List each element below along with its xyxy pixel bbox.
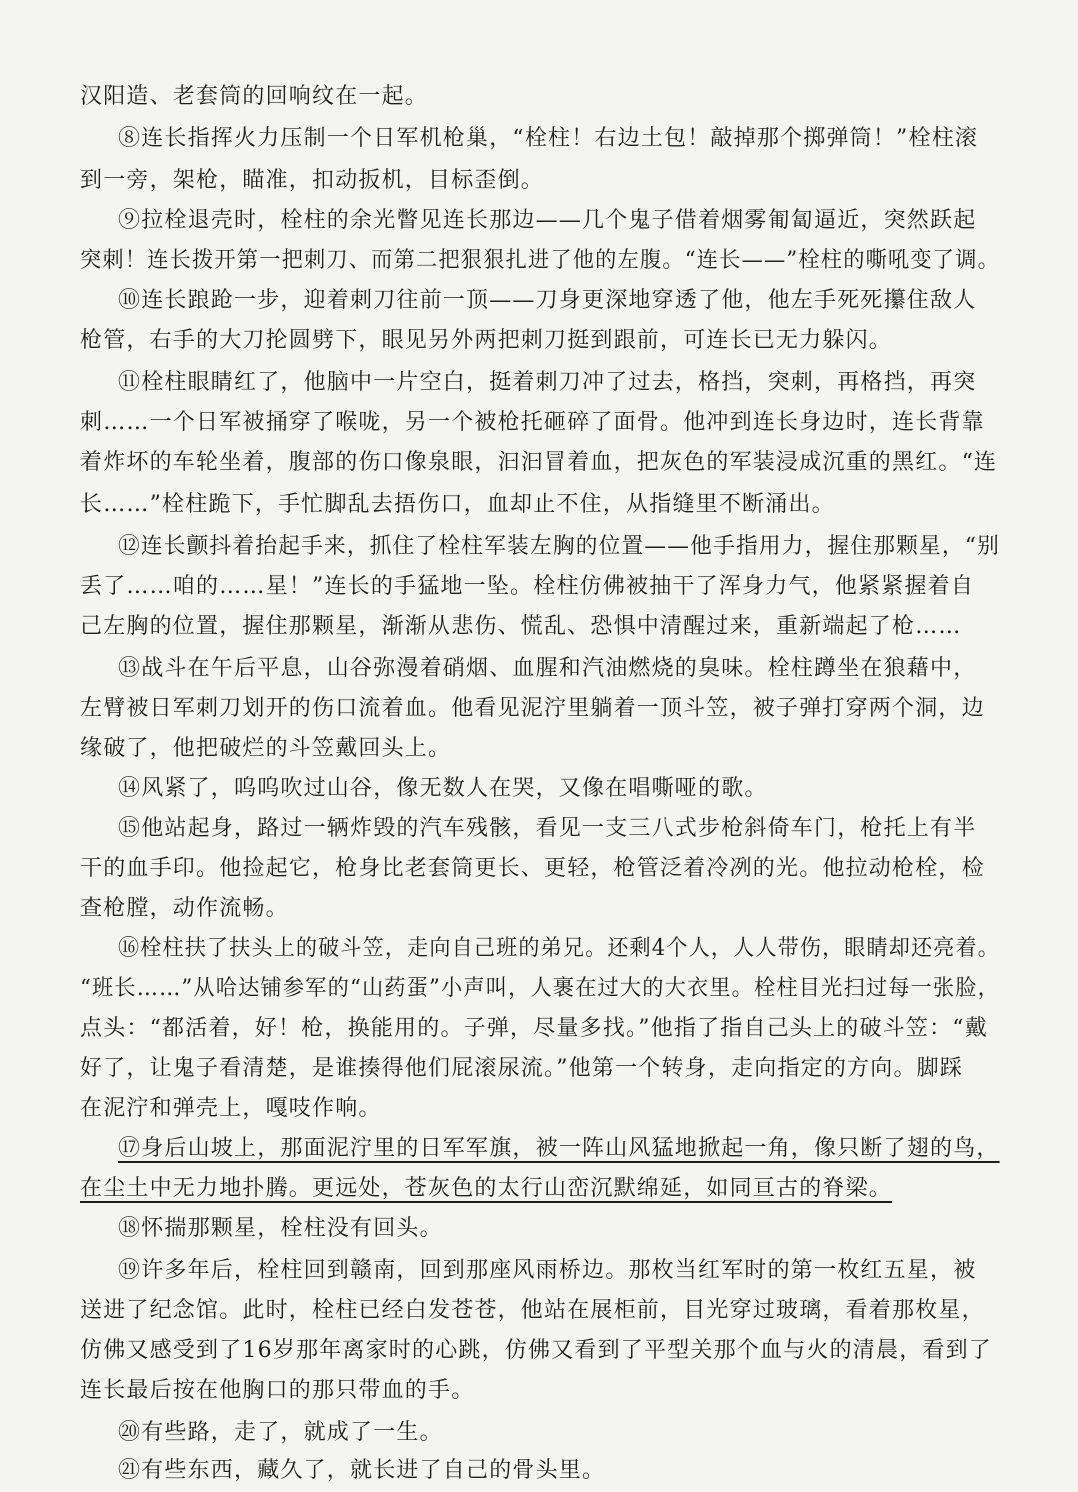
text-line	[0, 928, 1078, 970]
text-line	[0, 1370, 1078, 1412]
text-line	[0, 1330, 1078, 1372]
text-line	[0, 888, 1078, 930]
text-line	[0, 1208, 1078, 1250]
text-line	[0, 76, 1078, 118]
text-line	[0, 118, 1078, 160]
line-text: 好了，让鬼子看清楚，是谁揍得他们屁滚尿流。”他第一个转身，走向指定的方向。脚踩	[80, 1056, 964, 1081]
text-line	[0, 566, 1078, 608]
line-text: 左臂被日军刺刀划开的伤口流着血。他看见泥泞里躺着一顶斗笠，被子弹打穿两个洞，边	[80, 696, 985, 721]
text-line	[0, 648, 1078, 690]
text-line	[0, 160, 1078, 202]
line-text: 汉阳造、老套筒的回响纹在一起。	[80, 84, 429, 109]
line-text: 仿佛又感受到了16岁那年离家时的心跳，仿佛又看到了平型关那个血与火的清晨，看到了	[80, 1338, 992, 1363]
line-text: ⑮他站起身，路过一辆炸毁的汽车残骸，看见一支三八式步枪斜倚车门，枪托上有半	[118, 816, 977, 841]
text-line	[0, 320, 1078, 362]
line-text: 突刺！连长拨开第一把刺刀、而第二把狠狠扎进了他的左腹。“连长——”栓柱的嘶吼变了调。	[80, 248, 1000, 273]
line-text: 缘破了，他把破烂的斗笠戴回头上。	[80, 736, 452, 761]
text-line	[0, 280, 1078, 322]
line-text: ⑭风紧了，呜呜吹过山谷，像无数人在哭，又像在唱嘶哑的歌。	[118, 776, 768, 801]
line-text: ⑨拉栓退壳时，栓柱的余光瞥见连长那边——几个鬼子借着烟雾匍匐逼近，突然跃起	[118, 208, 977, 233]
text-line	[0, 606, 1078, 648]
line-text: 着炸坏的车轮坐着，腹部的伤口像泉眼，汩汩冒着血，把灰色的军装浸成沉重的黑红。“连	[80, 450, 998, 475]
line-text: 查枪膛，动作流畅。	[80, 896, 289, 921]
text-line	[0, 484, 1078, 526]
line-text: ⑧连长指挥火力压制一个日军机枪巢，“栓柱！右边土包！敲掉那个掷弹筒！”栓柱滚	[118, 126, 979, 151]
line-text: ⑩连长踉跄一步，迎着刺刀往前一顶——刀身更深地穿透了他，他左手死死攥住敌人	[118, 288, 977, 313]
line-text: 送进了纪念馆。此时，栓柱已经白发苍苍，他站在展柜前，目光穿过玻璃，看着那枚星，	[80, 1298, 985, 1323]
underlined-text-line	[0, 1128, 1078, 1170]
text-line	[0, 402, 1078, 444]
line-text: ⑪栓柱眼睛红了，他脑中一片空白，挺着刺刀冲了过去，格挡，突刺，再格挡，再突	[118, 370, 977, 395]
text-line	[0, 442, 1078, 484]
text-line	[0, 768, 1078, 810]
line-text: 干的血手印。他捡起它，枪身比老套筒更长、更轻，枪管泛着冷冽的光。他拉动枪栓，检	[80, 856, 985, 881]
text-line	[0, 848, 1078, 890]
line-text: “班长……”从哈达铺参军的“山药蛋”小声叫，人裹在过大的大衣里。栓柱目光扫过每一张脸，	[80, 976, 1000, 1001]
text-line	[0, 1048, 1078, 1090]
line-text: ⑱怀揣那颗星，栓柱没有回头。	[118, 1216, 443, 1241]
text-line	[0, 362, 1078, 404]
line-text: 在泥泞和弹壳上，嘎吱作响。	[80, 1096, 382, 1121]
line-text: 到一旁，架枪，瞄准，扣动扳机，目标歪倒。	[80, 168, 545, 193]
text-line	[0, 1412, 1078, 1454]
line-text: ⑯栓柱扶了扶头上的破斗笠，走向自己班的弟兄。还剩4个人，人人带伤，眼睛却还亮着。	[118, 936, 1000, 961]
text-line	[0, 1088, 1078, 1130]
text-line	[0, 1250, 1078, 1292]
line-text: ⑳有些路，走了，就成了一生。	[118, 1420, 443, 1445]
text-line	[0, 200, 1078, 242]
line-text: 在尘土中无力地扑腾。更远处，苍灰色的太行山峦沉默绵延，如同亘古的脊梁。	[80, 1176, 893, 1201]
line-text: ⑬战斗在午后平息，山谷弥漫着硝烟、血腥和汽油燃烧的臭味。栓柱蹲坐在狼藉中，	[118, 656, 977, 681]
line-text: 点头：“都活着，好！枪，换能用的。子弹，尽量多找。”他指了指自己头上的破斗笠：“戴	[80, 1016, 988, 1041]
text-line	[0, 526, 1078, 568]
line-text: ⑲许多年后，栓柱回到赣南，回到那座风雨桥边。那枚当红军时的第一枚红五星，被	[118, 1258, 977, 1283]
text-line	[0, 240, 1078, 282]
line-text: ㉑有些东西，藏久了，就长进了自己的骨头里。	[118, 1458, 606, 1483]
line-text: 丢了……咱的……星！”连长的手猛地一坠。栓柱仿佛被抽干了浑身力气，他紧紧握着自	[80, 574, 975, 599]
text-line	[0, 688, 1078, 730]
line-text: 刺……一个日军被捅穿了喉咙，另一个被枪托砸碎了面骨。他冲到连长身边时，连长背靠	[80, 410, 985, 435]
text-line	[0, 808, 1078, 850]
text-line	[0, 1450, 1078, 1492]
line-text: ⑫连长颤抖着抬起手来，抓住了栓柱军装左胸的位置——他手指用力，握住那颗星，“别	[118, 534, 1000, 559]
text-line	[0, 728, 1078, 770]
line-text: 长……”栓柱跪下，手忙脚乱去捂伤口，血却止不住，从指缝里不断涌出。	[80, 492, 835, 517]
text-line	[0, 1290, 1078, 1332]
text-line	[0, 968, 1078, 1010]
line-text: 连长最后按在他胸口的那只带血的手。	[80, 1378, 475, 1403]
line-text: 枪管，右手的大刀抡圆劈下，眼见另外两把刺刀挺到跟前，可连长已无力躲闪。	[80, 328, 893, 353]
text-line	[0, 1008, 1078, 1050]
underlined-text-line	[0, 1168, 1078, 1210]
line-text: ⑰身后山坡上，那面泥泞里的日军军旗，被一阵山风猛地掀起一角，像只断了翅的鸟，	[118, 1136, 1000, 1161]
line-text: 己左胸的位置，握住那颗星，渐渐从悲伤、慌乱、恐惧中清醒过来，重新端起了枪……	[80, 614, 962, 639]
